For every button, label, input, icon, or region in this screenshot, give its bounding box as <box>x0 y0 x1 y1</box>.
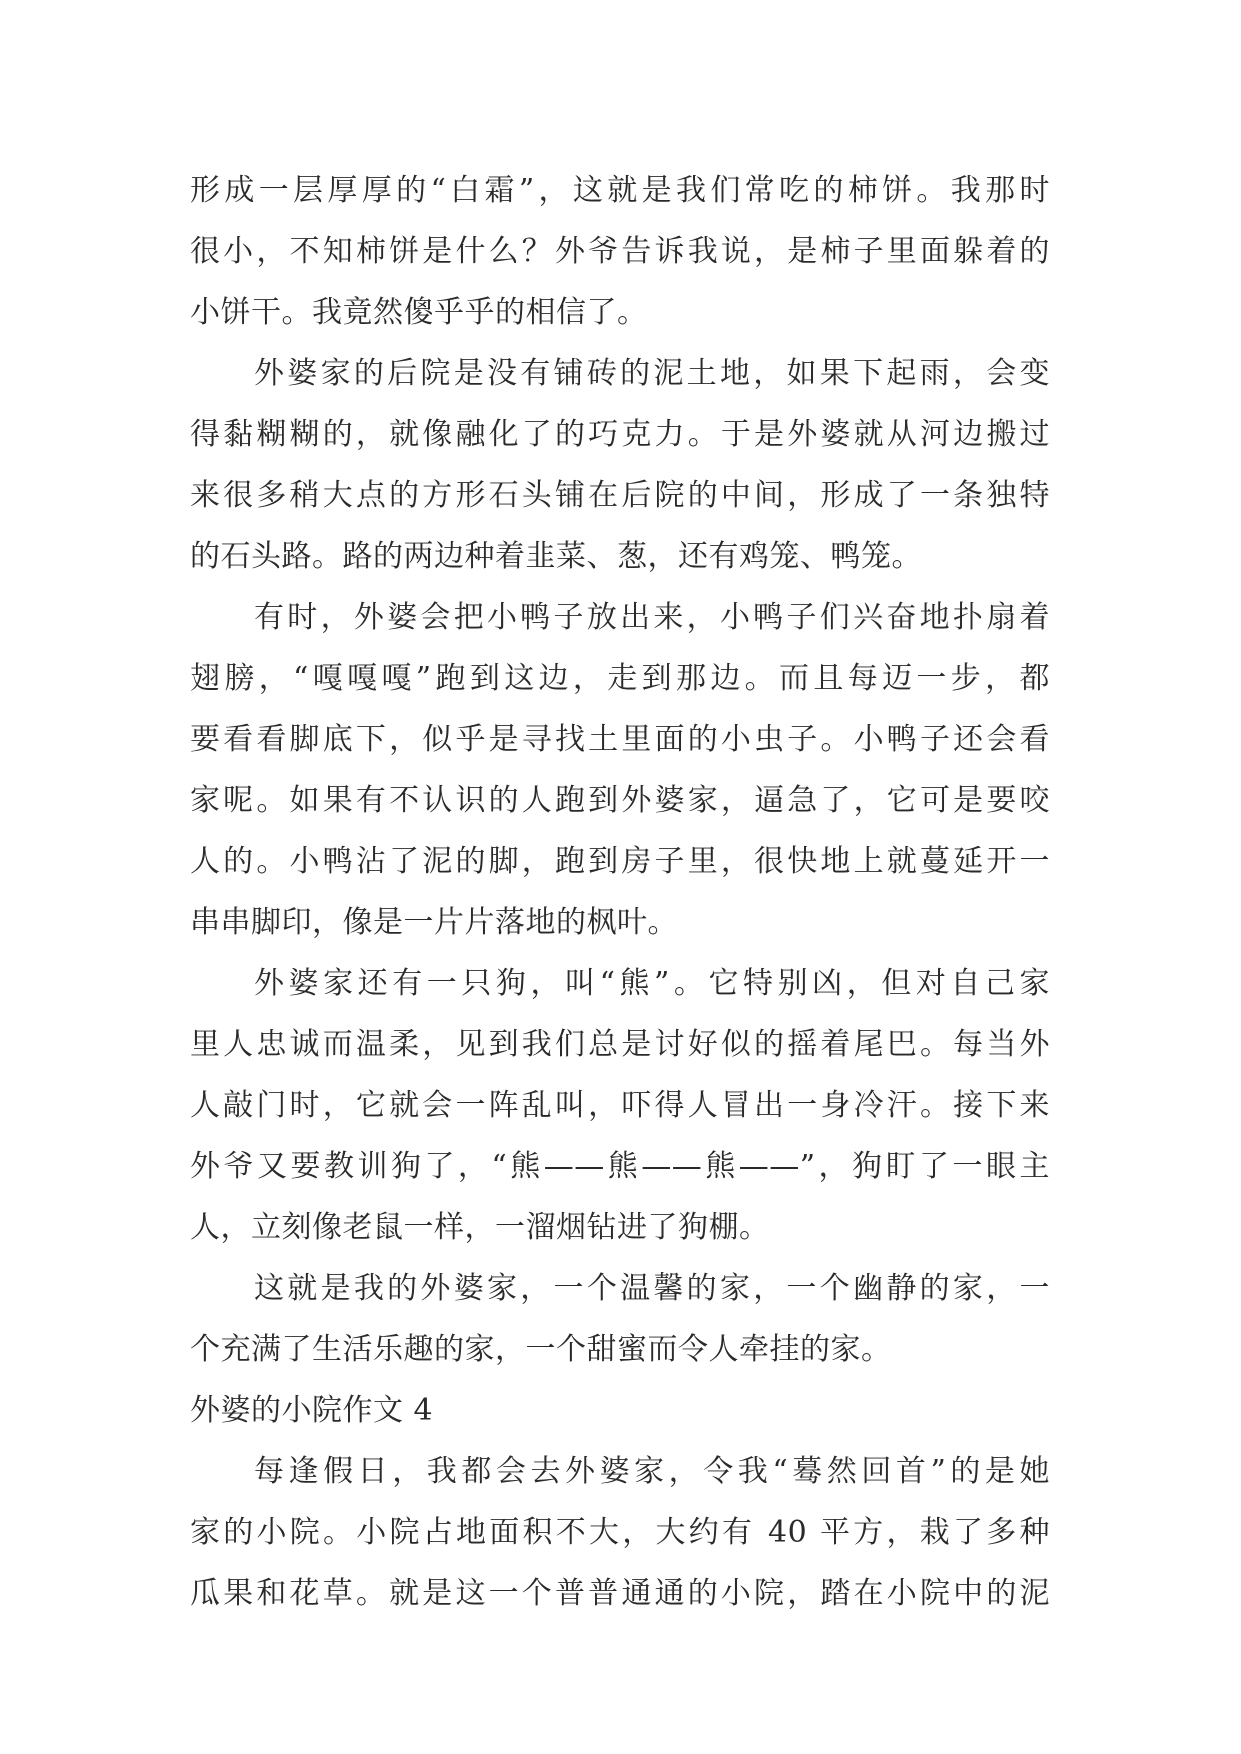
text-line: 的石头路。路的两边种着韭菜、葱，还有鸡笼、鸭笼。 <box>190 539 922 574</box>
text-block-1 <box>190 160 1050 1380</box>
text-line: 人的。小鸭沾了泥的脚，跑到房子里，很快地上就蔓延开一 <box>190 844 1050 879</box>
text-line: 瓜果和花草。就是这一个普普通通的小院，踏在小院中的泥 <box>190 1576 1050 1611</box>
text-line: 人敲门时，它就会一阵乱叫，吓得人冒出一身冷汗。接下来 <box>190 1088 1050 1123</box>
text-line: 有时，外婆会把小鸭子放出来，小鸭子们兴奋地扑扇着 <box>254 600 1050 635</box>
text-line: 得黏糊糊的，就像融化了的巧克力。于是外婆就从河边搬过 <box>190 417 1050 452</box>
text-line: 里人忠诚而温柔，见到我们总是讨好似的摇着尾巴。每当外 <box>190 1027 1050 1062</box>
text-line: 外婆家还有一只狗，叫“熊”。它特别凶，但对自己家 <box>254 966 1050 1001</box>
text-line: 串串脚印，像是一片片落地的枫叶。 <box>190 905 678 940</box>
text-line: 形成一层厚厚的“白霜”，这就是我们常吃的柿饼。我那时 <box>190 173 1050 208</box>
text-line: 人，立刻像老鼠一样，一溜烟钻进了狗棚。 <box>190 1210 770 1245</box>
text-line: 很小，不知柿饼是什么？外爷告诉我说，是柿子里面躲着的 <box>190 234 1050 269</box>
text-line: 翅膀，“嘎嘎嘎”跑到这边，走到那边。而且每迈一步，都 <box>190 661 1050 696</box>
text-line: 个充满了生活乐趣的家，一个甜蜜而令人牵挂的家。 <box>190 1332 892 1367</box>
text-line: 这就是我的外婆家，一个温馨的家，一个幽静的家，一 <box>254 1271 1050 1306</box>
text-line: 家呢。如果有不认识的人跑到外婆家，逼急了，它可是要咬 <box>190 783 1050 818</box>
section-heading: 外婆的小院作文 4 <box>190 1393 434 1428</box>
text-line: 小饼干。我竟然傻乎乎的相信了。 <box>190 295 648 330</box>
document-body <box>190 160 1050 1624</box>
text-line: 家的小院。小院占地面积不大，大约有 40 平方，栽了多种 <box>190 1515 1050 1550</box>
text-line: 外婆家的后院是没有铺砖的泥土地，如果下起雨，会变 <box>254 356 1050 391</box>
text-line: 来很多稍大点的方形石头铺在后院的中间，形成了一条独特 <box>190 478 1050 513</box>
text-line: 外爷又要教训狗了，“熊——熊——熊——”，狗盯了一眼主 <box>190 1149 1050 1184</box>
text-line: 每逢假日，我都会去外婆家，令我“蓦然回首”的是她 <box>254 1454 1050 1489</box>
text-line: 要看看脚底下，似乎是寻找土里面的小虫子。小鸭子还会看 <box>190 722 1050 757</box>
text-block-2 <box>190 1441 1050 1624</box>
